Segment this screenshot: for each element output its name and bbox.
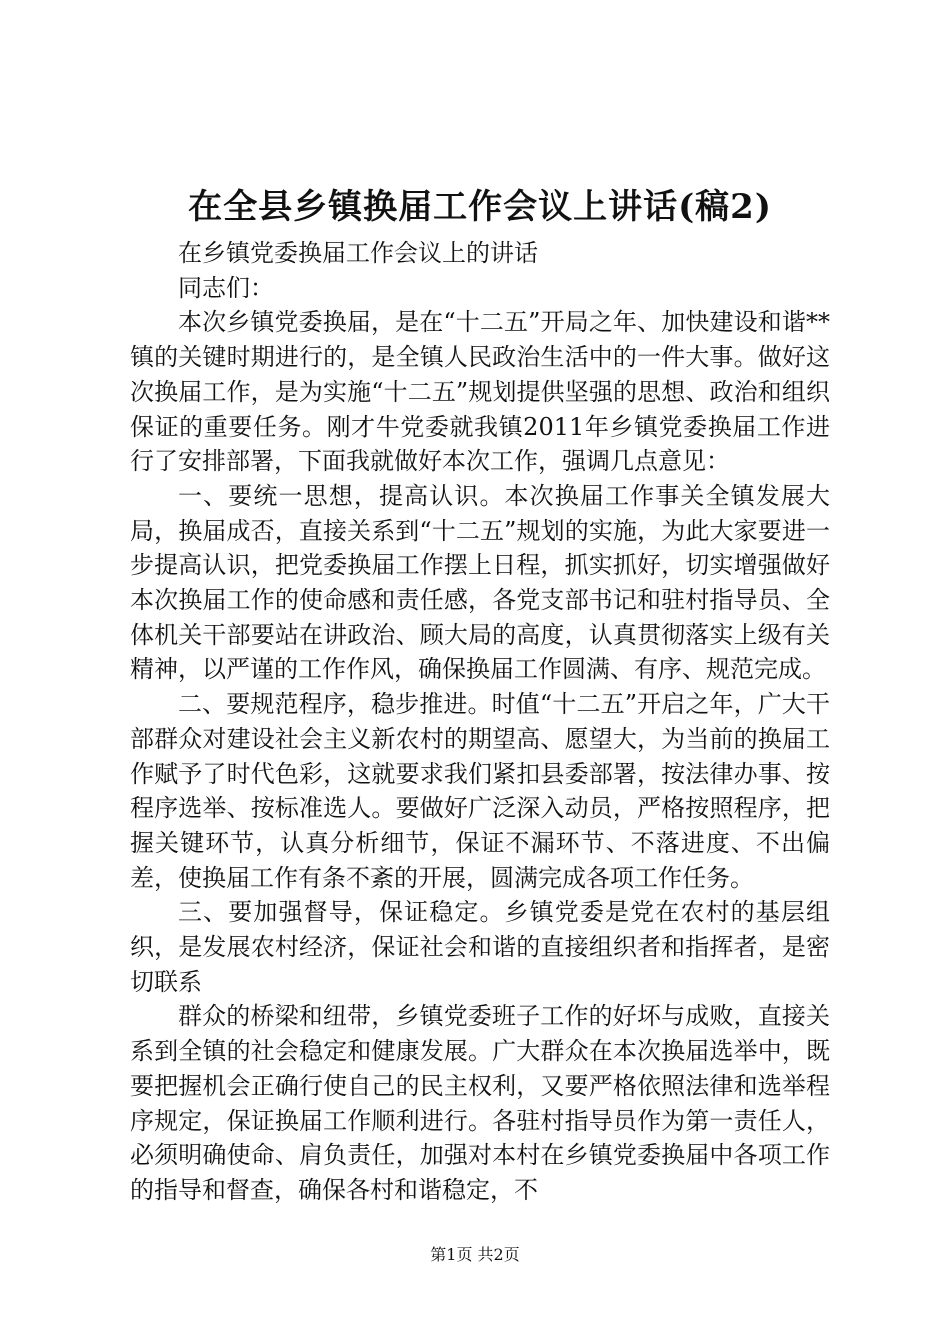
point-three-paragraph: 三、要加强督导，保证稳定。乡镇党委是党在农村的基层组织，是发展农村经济，保证社会和谐的直接组织者和指挥者，是密切联系 (130, 898, 830, 996)
point-two-paragraph: 二、要规范程序，稳步推进。时值“十二五”开启之年，广大干部群众对建设社会主义新农村的期望高、愿望大，为当前的换届工作赋予了时代色彩，这就要求我们紧扣县委部署，按法律办事、按程序选举、按标准选人。要做好广泛深入动员，严格按照程序，把握关键环节，认真分析细节，保证不漏环节、不落进度、不出偏差，使换届工作有条不紊的开展，圆满完成各项工作任务。 (130, 690, 830, 892)
salutation: 同志们： (178, 273, 274, 302)
point-one-paragraph: 一、要统一思想，提高认识。本次换届工作事关全镇发展大局，换届成否，直接关系到“十二五”规划的实施，为此大家要进一步提高认识，把党委换届工作摆上日程，抓实抓好，切实增强做好本次换届工作的使命感和责任感，各党支部书记和驻村指导员、全体机关干部要站在讲政治、顾大局的高度，认真贯彻落实上级有关精神，以严谨的工作作风，确保换届工作圆满、有序、规范完成。 (130, 481, 830, 684)
point-three-continuation: 群众的桥梁和纽带，乡镇党委班子工作的好坏与成败，直接关系到全镇的社会稳定和健康发展。广大群众在本次换届选举中，既要把握机会正确行使自己的民主权利，又要严格依照法律和选举程序规定，保证换届工作顺利进行。各驻村指导员作为第一责任人，必须明确使命、肩负责任，加强对本村在乡镇党委换届中各项工作的指导和督查，确保各村和谐稳定，不 (130, 1002, 830, 1204)
document-title: 在全县乡镇换届工作会议上讲话(稿2) (188, 187, 772, 227)
document-body (130, 236, 830, 1208)
speech-heading: 在乡镇党委换届工作会议上的讲话 (178, 239, 538, 267)
page-number-footer: 第1页 共2页 (430, 1245, 520, 1264)
intro-paragraph: 本次乡镇党委换届，是在“十二五”开局之年、加快建设和谐**镇的关键时期进行的，是全镇人民政治生活中的一件大事。做好这次换届工作，是为实施“十二五”规划提供坚强的思想、政治和组织保证的重要任务。刚才牛党委就我镇2011年乡镇党委换届工作进行了安排部署，下面我就做好本次工作，强调几点意见： (130, 308, 830, 476)
